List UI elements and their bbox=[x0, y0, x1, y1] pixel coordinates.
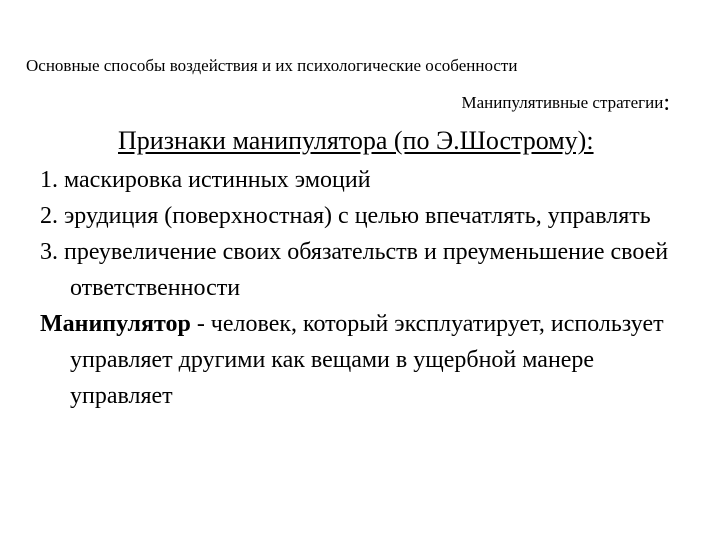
list-item-3: 3. преувеличение своих обязательств и преуменьшение своей ответственности bbox=[40, 239, 669, 301]
subtitle-text: Манипулятивные стратегии bbox=[461, 93, 664, 112]
list-item-2: 2. эрудиция (поверхностная) с целью впечатлять, управлять bbox=[40, 203, 651, 229]
definition-text: - человек, который эксплуатирует, использует управляет другими как вещами в ущербной манере управляет bbox=[70, 311, 664, 409]
definition bbox=[40, 306, 700, 414]
slide-subtitle bbox=[462, 90, 670, 117]
definition-term: Манипулятор bbox=[40, 311, 191, 337]
slide-heading: Признаки манипулятора (по Э.Шострому): bbox=[118, 126, 594, 155]
slide-header: Основные способы воздействия и их психологические особенности bbox=[26, 56, 518, 75]
list-item-1: 1. маскировка истинных эмоций bbox=[40, 167, 371, 193]
subtitle-colon: : bbox=[663, 90, 670, 116]
slide-body bbox=[40, 162, 700, 414]
